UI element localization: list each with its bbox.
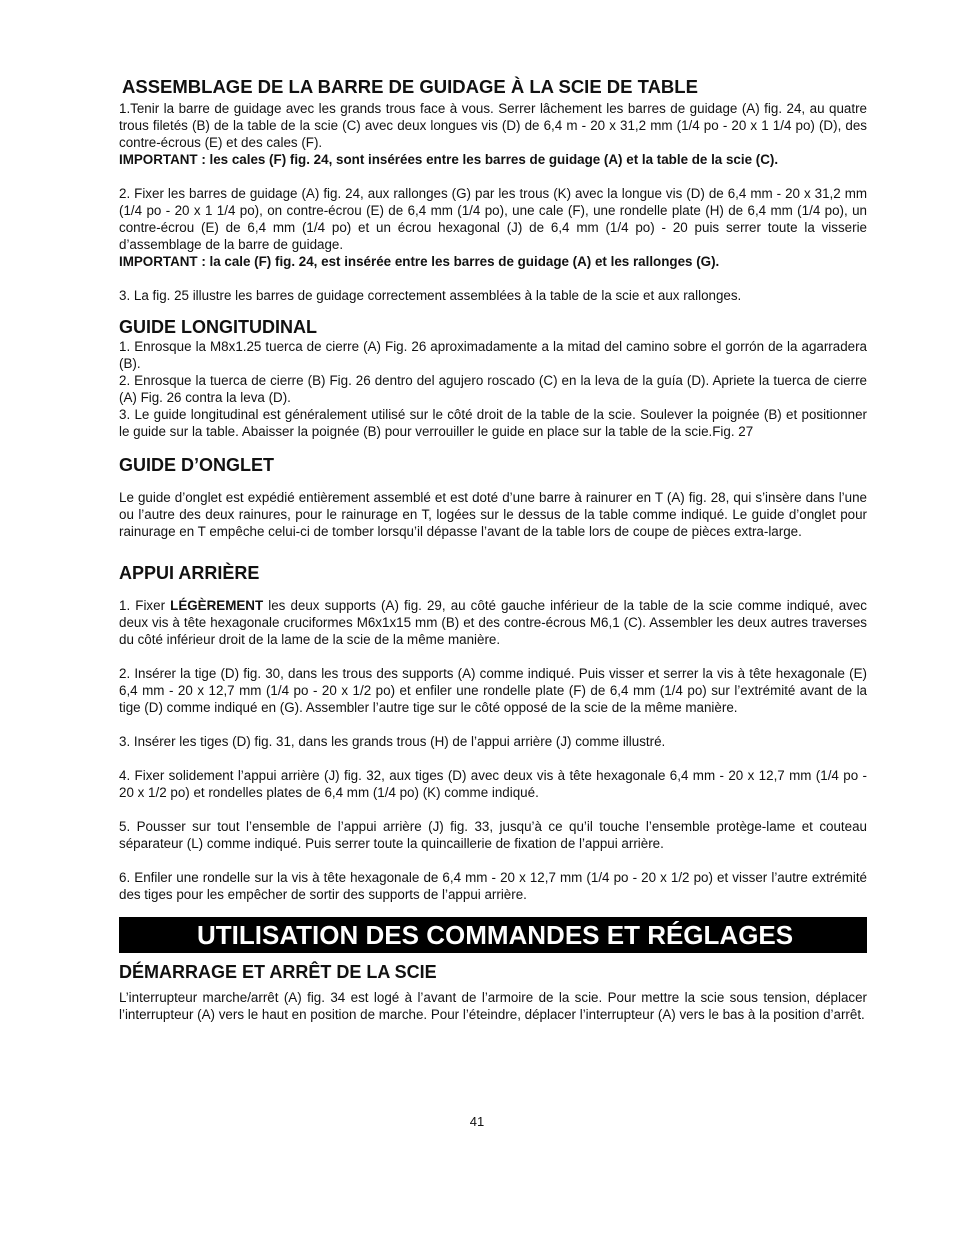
paragraph: 3. Insérer les tiges (D) fig. 31, dans les grands trous (H) de l’appui arrière (J) comme illustré. — [119, 734, 666, 749]
paragraph: 6. Enfiler une rondelle sur la vis à tête hexagonale de 6,4 mm - 20 x 12,7 mm (1/4 po - 20 x 1/2 po) et visser l’autre extrémité des tiges pour les empêcher de sortir des supports de l’appui arrière. — [119, 870, 867, 902]
section-title-guide-bar-assembly: ASSEMBLAGE DE LA BARRE DE GUIDAGE À LA SCIE DE TABLE — [122, 76, 698, 97]
chapter-banner: UTILISATION DES COMMANDES ET RÉGLAGES — [119, 917, 867, 953]
section-title-start-stop: DÉMARRAGE ET ARRÊT DE LA SCIE — [119, 962, 437, 982]
paragraph: L’interrupteur marche/arrêt (A) fig. 34 est logé à l’avant de l’armoire de la scie. Pour mettre la scie sous tension, déplacer l’interrupteur (A) vers le haut en position de marche. Pour l’éteindre, déplacer l’interrupteur (A) vers le bas à la position d’arrêt. — [119, 990, 867, 1022]
paragraph: 1.Tenir la barre de guidage avec les grands trous face à vous. Serrer lâchement les barres de guidage (A) fig. 24, au quatre trous filetés (B) de la table de la scie (C) avec deux longues vis (D) de 6,4 m - 20 x 31,2 mm (1/4 po - 20 x 1 1/4 po) (D), des contre-écrous (E) et des cales (F). — [119, 101, 867, 150]
important-note: IMPORTANT : la cale (F) fig. 24, est insérée entre les barres de guidage (A) et les rallonges (G). — [119, 254, 720, 269]
section-title-rip-fence: GUIDE LONGITUDINAL — [119, 317, 317, 337]
section-title-miter-gauge: GUIDE D’ONGLET — [119, 455, 275, 475]
document-page — [119, 74, 867, 1023]
paragraph: 3. Le guide longitudinal est généralement utilisé sur le côté droit de la table de la scie. Soulever la poignée (B) et positionner le guide sur la table. Abaisser la poignée (B) pour verrouiller le guide en place sur la table de la scie.Fig. 27 — [119, 407, 867, 439]
page-number: 41 — [469, 1114, 485, 1129]
paragraph: 1. Fixer LÉGÈREMENT les deux supports (A) fig. 29, au côté gauche inférieur de la table de la scie comme indiqué, avec deux vis à tête hexagonale cruciformes M6x1x15 mm (B) et des contre-écrous M6,1 (C). Assembler les deux autres traverses du côté inférieur droit de la lame de la scie de la même manière. — [119, 598, 867, 647]
paragraph: 4. Fixer solidement l’appui arrière (J) fig. 32, aux tiges (D) avec deux vis à tête hexagonale 6,4 mm - 20 x 12,7 mm (1/4 po - 20 x 1/2 po) et rondelles plates de 6,4 mm (1/4 po) (K) comme indiqué. — [119, 768, 867, 800]
paragraph: 1. Enrosque la M8x1.25 tuerca de cierre (A) Fig. 26 aproximadamente a la mitad del camino sobre el gorrón de la agarradera (B). — [119, 339, 867, 371]
paragraph: 2. Insérer la tige (D) fig. 30, dans les trous des supports (A) comme indiqué. Puis visser et serrer la vis à tête hexagonale (E) 6,4 mm - 20 x 12,7 mm (1/4 po - 20 x 1/2 po) et enfiler une rondelle plate (F) de 6,4 mm (1/4 po) sur l’extrémité avant de la tige (D) comme indiqué en (G). Assembler l’autre tige sur le côté opposé de la scie de la même manière. — [119, 666, 867, 715]
paragraph: 2. Fixer les barres de guidage (A) fig. 24, aux rallonges (G) par les trous (K) avec la longue vis (D) de 6,4 mm - 20 x 31,2 mm (1/4 po - 20 x 1 1/4 po), on contre-écrou (E) de 6,4 mm (1/4 po), une cale (F), une rondelle plate (H) de 6,4 mm (1/4 po), un contre-écrou (E) de 6,4 mm (1/4 po) et un écrou hexagonal (J) de 6,4 mm (1/4 po) - 20 puis serrer toute la visserie d’assemblage de la barre de guidage. — [119, 186, 867, 252]
important-note: IMPORTANT : les cales (F) fig. 24, sont insérées entre les barres de guidage (A) et la table de la scie (C). — [119, 152, 779, 167]
paragraph: 2. Enrosque la tuerca de cierre (B) Fig. 26 dentro del agujero roscado (C) en la leva de la guía (D). Apriete la tuerca de cierre (A) Fig. 26 contra la leva (D). — [119, 373, 867, 405]
section-title-rear-support: APPUI ARRIÈRE — [119, 563, 260, 583]
paragraph: 3. La fig. 25 illustre les barres de guidage correctement assemblées à la table de la scie et aux rallonges. — [119, 288, 742, 303]
paragraph: Le guide d’onglet est expédié entièrement assemblé et est doté d’une barre à rainurer en T (A) fig. 28, qui s’insère dans l’une ou l’autre des deux rainures, pour le rainurage en T, logées sur le dessus de la table comme indiqué. Le guide d’onglet pour rainurage en T empêche celui-ci de tomber lorsqu’il dépasse l’avant de la table lors de coupe de pièces extra-large. — [119, 490, 867, 539]
paragraph: 5. Pousser sur tout l’ensemble de l’appui arrière (J) fig. 33, jusqu’à ce qu’il touche l’ensemble protège-lame et couteau séparateur (L) comme indiqué. Puis serrer toute la quincaillerie de fixation de l’appui arrière. — [119, 819, 867, 851]
